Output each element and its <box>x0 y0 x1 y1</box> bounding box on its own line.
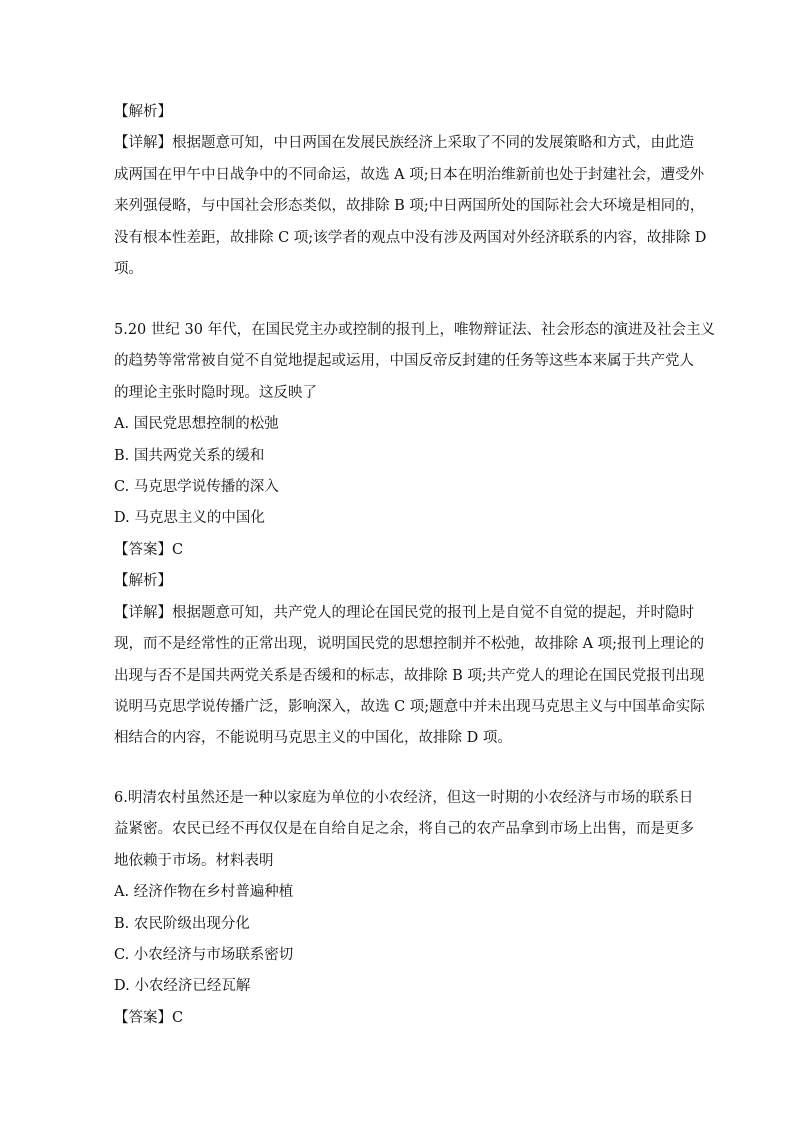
q6-answer-value: C <box>172 1010 184 1026</box>
q5-option-d: D. 马克思主义的中国化 <box>114 510 265 526</box>
q4-detail-line-5: 项。 <box>114 261 143 277</box>
q6-stem-line-1: 6.明清农村虽然还是一种以家庭为单位的小农经济，但这一时期的小农经济与市场的联系日 <box>114 790 694 806</box>
q5-stem-line-3: 的理论主张时隐时现。这反映了 <box>114 385 317 401</box>
q4-detail-line-4: 没有根本性差距，故排除 C 项;该学者的观点中没有涉及两国对外经济联系的内容，故排除 D <box>114 230 707 246</box>
q4-detail-text-1: 根据题意可知，中日两国在发展民族经济上采取了不同的发展策略和方式，由此造 <box>172 135 694 151</box>
q4-detail-line-2: 成两国在甲午中日战争中的不同命运，故选 A 项;日本在明治维新前也处于封建社会，遭受外 <box>114 167 705 183</box>
q6-option-d: D. 小农经济已经瓦解 <box>114 978 251 994</box>
q5-detail-line-4: 说明马克思学说传播广泛，影响深入，故选 C 项;题意中并未出现马克思主义与中国革命实际 <box>114 699 705 715</box>
q6-answer <box>114 1008 183 1028</box>
q5-stem-line-2: 的趋势等常常被自觉不自觉地提起或运用，中国反帝反封建的任务等这些本来属于共产党人 <box>114 353 694 369</box>
q5-answer-label: 【答案】 <box>114 542 172 558</box>
q5-detail-text-1: 根据题意可知，共产党人的理论在国民党的报刊上是自觉不自觉的提起，并时隐时 <box>172 605 694 621</box>
q5-answer-value: C <box>172 542 184 558</box>
q5-detail-line-3: 出现与否不是国共两党关系是否缓和的标志，故排除 B 项;共产党人的理论在国民党报刊出现 <box>114 668 705 684</box>
q6-option-a: A. 经济作物在乡村普遍种植 <box>114 884 294 900</box>
q4-detail-line-1 <box>114 133 694 153</box>
q5-detail-label: 【详解】 <box>114 605 172 621</box>
q6-option-b: B. 农民阶级出现分化 <box>114 916 250 932</box>
q5-answer <box>114 540 183 560</box>
q6-option-c: C. 小农经济与市场联系密切 <box>114 947 294 963</box>
q6-answer-label: 【答案】 <box>114 1010 172 1026</box>
q5-detail-line-5: 相结合的内容，不能说明马克思主义的中国化，故排除 D 项。 <box>114 730 512 746</box>
q6-stem-line-3: 地依赖于市场。材料表明 <box>114 853 274 869</box>
q5-option-c: C. 马克思学说传播的深入 <box>114 479 279 495</box>
q4-detail-label: 【详解】 <box>114 135 172 151</box>
q5-option-a: A. 国民党思想控制的松弛 <box>114 416 279 432</box>
q5-detail-line-2: 现，而不是经常性的正常出现，说明国民党的思想控制并不松弛，故排除 A 项;报刊上理论的 <box>114 636 705 652</box>
q4-analysis-label: 【解析】 <box>114 104 172 120</box>
q5-stem-line-1: 5.20 世纪 30 年代，在国民党主办或控制的报刊上，唯物辩证法、社会形态的演进及社会主义 <box>114 322 716 338</box>
q5-detail-line-1 <box>114 603 694 623</box>
q5-option-b: B. 国共两党关系的缓和 <box>114 448 265 464</box>
q5-analysis-label: 【解析】 <box>114 573 172 589</box>
q4-detail-line-3: 来列强侵略，与中国社会形态类似，故排除 B 项;中日两国所处的国际社会大环境是相同的， <box>114 198 705 214</box>
q6-stem-line-2: 益紧密。农民已经不再仅仅是在自给自足之余，将自己的农产品拿到市场上出售，而是更多 <box>114 821 694 837</box>
